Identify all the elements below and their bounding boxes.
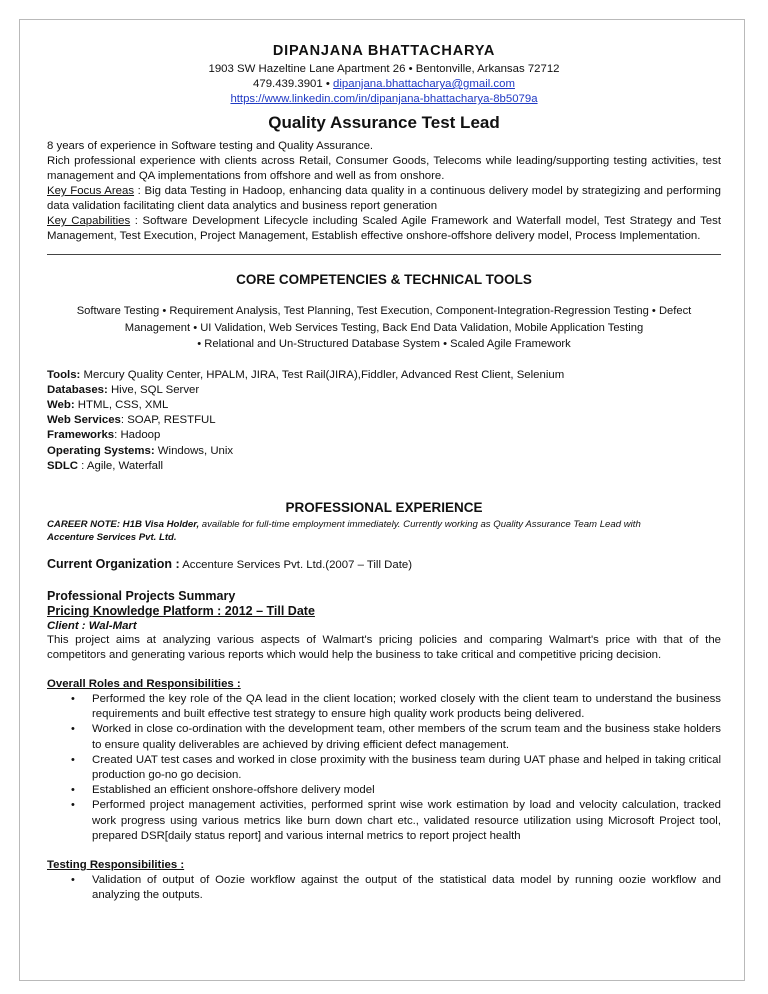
list-item — [47, 783, 721, 798]
web-row — [47, 398, 721, 413]
focus-label: Key Focus Areas — [47, 185, 135, 197]
phone-text: 479.439.3901 • — [253, 78, 330, 90]
summary-line-1: 8 years of experience in Software testing and Quality Assurance. — [47, 140, 374, 152]
linkedin-line — [47, 92, 721, 107]
sdlc-label: SDLC — [47, 459, 79, 472]
list-item-text: Worked in close co-ordination with the development team, other members of the scrum team and the business stake holders to ensure quality deliverables are achieved by driving efficient defect management. — [92, 723, 721, 751]
project-description: This project aims at analyzing various aspects of Walmart's pricing policies and comparing Walmart's price with that of the competitors and generating various reports which would help the business to take critical and competitive pricing decision. — [47, 633, 721, 661]
projects-heading: Professional Projects Summary — [47, 588, 236, 603]
list-item — [47, 753, 721, 783]
list-item-text: Created UAT test cases and worked in close proximity with the business team during UAT phase and helped in taking critical production go-no go decision. — [92, 753, 721, 781]
sdlc-row — [47, 459, 721, 474]
competencies-heading: CORE COMPETENCIES & TECHNICAL TOOLS — [236, 272, 532, 287]
candidate-name: DIPANJANA BHATTACHARYA — [272, 43, 496, 59]
os-row — [47, 444, 721, 459]
list-item-text: Performed project management activities, performed sprint wise work estimation by load and velocity calculation, tracked work progress using various metrics like burn down chart etc., validated resource utilization using Microsoft Project tool, prepared DSR[daily status report] and various internal metrics to report project health — [92, 799, 721, 842]
tools-label: Tools: — [47, 368, 81, 381]
roles-list — [47, 692, 721, 844]
career-label: CAREER NOTE: H1B Visa Holder, — [47, 518, 200, 530]
address-line: 1903 SW Hazeltine Lane Apartment 26 • Bentonville, Arkansas 72712 — [208, 63, 560, 75]
resume-page — [19, 19, 745, 981]
bullet-icon: • — [71, 784, 75, 797]
project-title: Pricing Knowledge Platform : 2012 – Till Date — [47, 603, 315, 618]
resume-content — [47, 42, 721, 903]
bullet-icon: • — [71, 753, 75, 766]
cap-label: Key Capabilities — [47, 215, 131, 227]
frameworks-row — [47, 428, 721, 443]
bullet-icon: • — [71, 873, 75, 886]
cap-text: : Software Development Lifecycle including Scaled Agile Framework and Waterfall model, Test Strategy and Test Management, Test Execution, Project Management, Establish effective onshore-offshore delivery model, Process Implementation. — [47, 215, 721, 242]
frameworks-label: Frameworks — [47, 429, 115, 442]
bullet-icon: • — [71, 799, 75, 812]
competencies-line-2: Management • UI Validation, Web Services Testing, Back End Data Validation, Mobile Application Testing — [124, 321, 644, 334]
experience-heading: PROFESSIONAL EXPERIENCE — [285, 499, 483, 515]
section-divider — [47, 254, 721, 255]
competencies-list — [47, 303, 721, 353]
summary-line-2: Rich professional experience with clients across Retail, Consumer Goods, Telecoms while leading/supporting testing activities, test management and QA implementations from offshore and well as from onshore. — [47, 155, 721, 182]
databases-row — [47, 383, 721, 398]
tools-row — [47, 368, 721, 383]
competencies-line-1: Software Testing • Requirement Analysis, Test Planning, Test Execution, Component-Integration-Regression Testing • Defect — [76, 305, 692, 317]
list-item — [47, 873, 721, 903]
list-item — [47, 798, 721, 844]
web-label: Web: — [47, 398, 75, 411]
tools-value: Mercury Quality Center, HPALM, JIRA, Test Rail(JIRA),Fiddler, Advanced Rest Client, Selenium — [80, 368, 565, 381]
list-item-text: Established an efficient onshore-offshore delivery model — [92, 784, 375, 797]
databases-label: Databases: — [47, 383, 108, 396]
web-services-label: Web Services — [47, 414, 121, 427]
career-org: Accenture Services Pvt. Ltd. — [47, 531, 177, 543]
os-value: Windows, Unix — [154, 444, 234, 457]
os-label: Operating Systems: — [47, 444, 155, 457]
email-link[interactable]: dipanjana.bhattacharya@gmail.com — [333, 78, 515, 90]
roles-heading: Overall Roles and Responsibilities : — [47, 677, 241, 690]
key-capabilities — [47, 214, 721, 244]
sdlc-value: : Agile, Waterfall — [78, 459, 164, 472]
summary-section — [47, 139, 721, 244]
contact-line — [47, 77, 721, 92]
web-services-row — [47, 413, 721, 428]
testing-heading: Testing Responsibilities : — [47, 858, 185, 871]
web-value: HTML, CSS, XML — [74, 398, 169, 411]
frameworks-value: : Hadoop — [114, 429, 161, 442]
bullet-icon: • — [71, 692, 75, 705]
bullet-icon: • — [71, 723, 75, 736]
project-client: Client : Wal-Mart — [47, 619, 137, 632]
list-item-text: Performed the key role of the QA lead in the client location; worked closely with the client team to understand the business requirements and built effective test strategy to ensure high quality work products being delivered. — [92, 692, 721, 721]
current-org-value: Accenture Services Pvt. Ltd.(2007 – Till Date) — [179, 558, 413, 571]
current-organization — [47, 557, 721, 573]
tools-list — [47, 368, 721, 474]
list-item-text: Validation of output of Oozie workflow against the output of the statistical data model by running oozie workflow and analyzing the outputs. — [92, 873, 721, 902]
current-org-label: Current Organization : — [47, 556, 180, 571]
linkedin-link[interactable]: https://www.linkedin.com/in/dipanjana-bhattacharya-8b5079a — [230, 93, 538, 105]
career-note — [47, 518, 721, 544]
list-item — [47, 722, 721, 752]
career-text: available for full-time employment immediately. Currently working as Quality Assurance Team Lead with — [199, 518, 641, 530]
key-focus-areas — [47, 184, 721, 214]
job-title: Quality Assurance Test Lead — [268, 113, 500, 132]
competencies-line-3: • Relational and Un-Structured Database System • Scaled Agile Framework — [197, 338, 571, 350]
web-services-value: : SOAP, RESTFUL — [120, 414, 216, 427]
databases-value: Hive, SQL Server — [107, 383, 200, 396]
focus-text: : Big data Testing in Hadoop, enhancing data quality in a continuous delivery model by strategizing and performing data validation facilitating client data analytics and business report generation — [47, 185, 721, 212]
list-item — [47, 692, 721, 722]
testing-list — [47, 873, 721, 903]
